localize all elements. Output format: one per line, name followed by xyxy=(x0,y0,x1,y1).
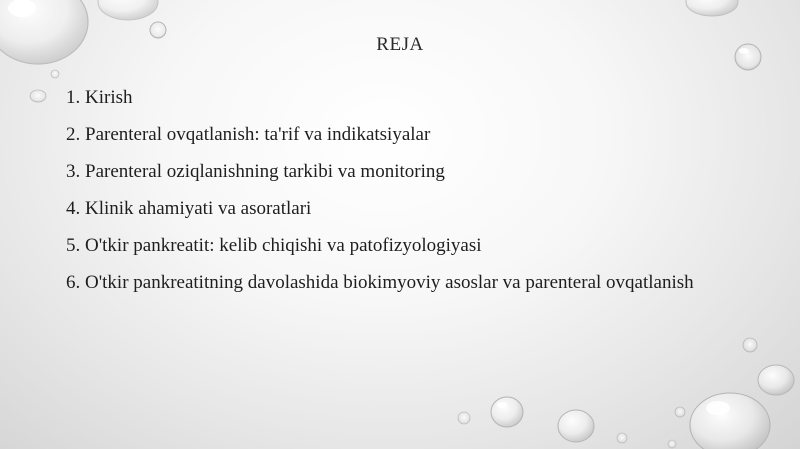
agenda-item: 5. O'tkir pankreatit: kelib chiqishi va patofizyologiyasi xyxy=(66,235,482,256)
droplet xyxy=(668,440,676,448)
slide-title: REJA xyxy=(376,34,424,55)
droplet xyxy=(686,0,738,16)
droplet xyxy=(758,365,794,395)
agenda-item: 1. Kirish xyxy=(66,87,133,108)
droplet xyxy=(458,412,470,424)
droplet xyxy=(617,433,627,443)
droplet xyxy=(98,0,158,20)
agenda-item: 6. O'tkir pankreatitning davolashida biokimyoviy asoslar va parenteral ovqatlanish xyxy=(66,272,694,293)
droplet xyxy=(30,90,46,102)
droplet xyxy=(675,407,685,417)
agenda-item: 2. Parenteral ovqatlanish: ta'rif va indikatsiyalar xyxy=(66,124,431,145)
droplet xyxy=(743,338,757,352)
agenda-item: 3. Parenteral oziqlanishning tarkibi va monitoring xyxy=(66,161,445,182)
droplet xyxy=(558,410,594,442)
agenda-list xyxy=(66,85,694,307)
droplet xyxy=(51,70,59,78)
droplet xyxy=(491,397,523,427)
agenda-item: 4. Klinik ahamiyati va asoratlari xyxy=(66,198,312,219)
droplet xyxy=(690,393,770,449)
